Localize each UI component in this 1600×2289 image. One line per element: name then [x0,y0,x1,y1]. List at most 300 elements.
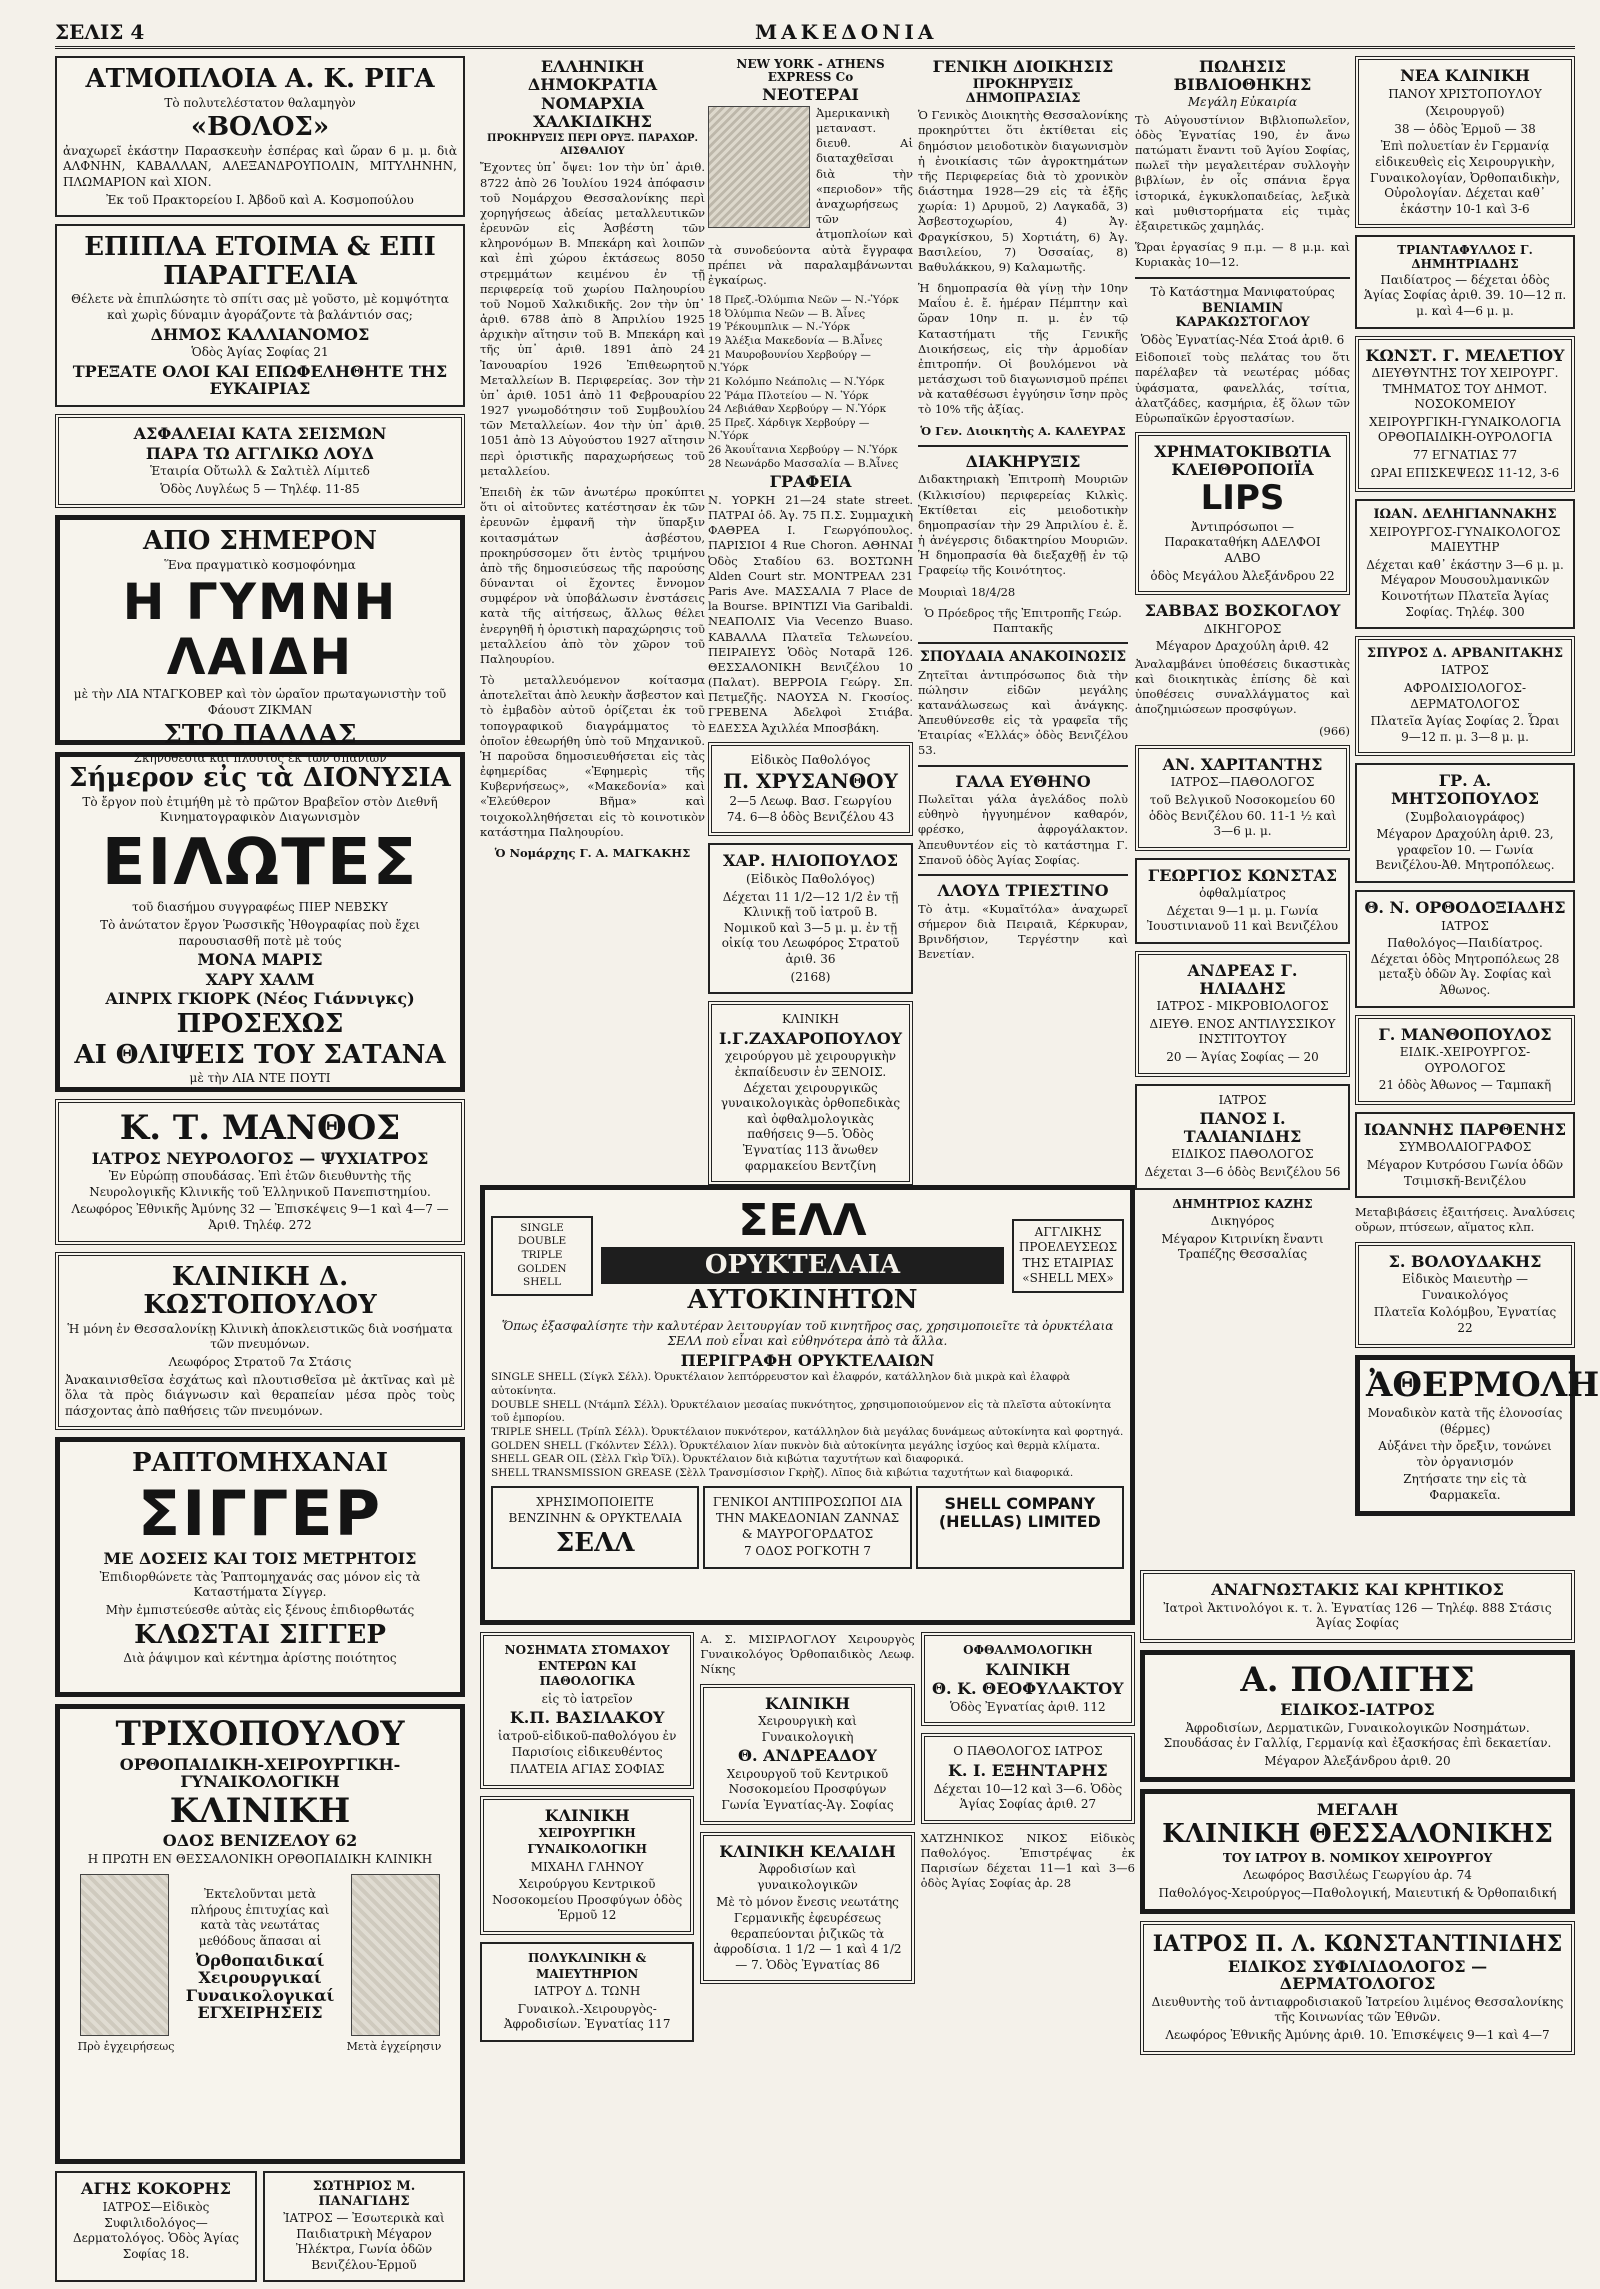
dionysia-star-3: ΑΙΝΡΙΧ ΓΚΙΟΡΚ (Νέος Γιάννιγκς) [105,989,415,1009]
mitsopoulos-role: (Συμβολαιογράφος) [1405,809,1525,824]
voskoglou-address: Μέγαρον Δραχούλη ἀριθ. 42 [1155,639,1330,654]
lips-ad [1135,432,1350,595]
anagnostakis-title: ΑΝΑΓΝΩΣΤΑΚΙΣ ΚΑΙ ΚΡΗΤΙΚΟΣ [1211,1580,1504,1599]
dimitriadis-ad [1355,235,1575,328]
meletiou-ad [1355,336,1575,493]
epipla-title: ΕΠΙΠΛΑ ΕΤΟΙΜΑ & ΕΠΙ ΠΑΡΑΓΓΕΛΙΑ [84,232,436,291]
nomikou-spec: Παθολόγος-Χειρούργος—Παθολογική, Μαιευτική & Ὀρθοπαιδική [1158,1885,1557,1900]
vasilakou-top: ΝΟΣΗΜΑΤΑ ΣΤΟΜΑΧΟΥ ΕΝΤΕΡΩΝ ΚΑΙ ΠΑΘΟΛΟΓΙΚΑ [504,1643,670,1689]
shell-item: SHELL GEAR OIL (Σὲλλ Γκὶρ Ὄϊλ). Ὀρυκτέλαιον διὰ κιβώτια ταχυτήτων καὶ διαφορικά. [491,1453,964,1466]
nomikou-title: ΚΛΙΝΙΚΗ ΘΕΣΣΑΛΟΝΙΚΗΣ [1162,1819,1553,1850]
dionysia-ad [55,752,465,1092]
schedule-row: 19 Ἀλέξια Μακεδονία — Β.Ἀἶνες [708,334,883,347]
shell-grades [491,1216,593,1296]
iliopoulos-title: ΧΑΡ. ΗΛΙΟΠΟΥΛΟΣ [722,851,899,871]
lips-rep: Ἀντιπρόσωποι — Παρακαταθήκη ΑΔΕΛΦΟΙ ΑΛΒΟ [1164,519,1321,565]
manthos-text: Ἐν Εὐρώπῃ σπουδάσας. Ἐπὶ ἑτῶν διευθυντὴς τῆς Νευρολογικῆς Κλινικῆς τοῦ Ἑλληνικοῦ Πανεπιστημίου. [89,1169,431,1199]
poligis-role: ΕΙΔΙΚΟΣ-ΙΑΤΡΟΣ [1280,1700,1435,1720]
voloudakis-ad [1355,1242,1575,1348]
iliadis-address: 20 — Ἁγίας Σοφίας — 20 [1166,1050,1319,1065]
nomarchia-sub: ΠΡΟΚΗΡΥΞΙΣ ΠΕΡΙ ΟΡΥΞ. ΠΑΡΑΧΩΡ. ΑΙΣΘΑΛΙΟΥ [487,133,698,158]
lower-right [1140,1570,1575,2062]
iliadis-title: ΑΝΔΡΕΑΣ Γ. ΗΛΙΑΔΗΣ [1187,961,1298,998]
iliopoulos-ad [708,843,913,994]
column-6 [1355,56,1600,1523]
pallas-cast: μὲ τὴν ΛΙΑ ΝΤΑΓΚΟΒΕΡ καὶ τὸν ὡραῖον πρωταγωνιστὴν τοῦ Φάουστ ΖΙΚΜΑΝ [73,687,447,718]
mitsopoulos-text: Μέγαρον Δραχούλη ἀριθ. 23, γραφεῖον 10. — Γωνία Βενιζέλου-Ἀθ. Μητροπόλεως. [1375,827,1555,873]
lips-address: ὁδὸς Μεγάλου Ἀλεξάνδρου 22 [1150,568,1335,583]
kokoris-ad [55,2171,257,2282]
epipla-call: ΤΡΕΞΑΤΕ ΟΛΟΙ ΚΑΙ ΕΠΩΦΕΛΗΘΗΤΕ ΤΗΣ ΕΥΚΑΙΡΙΑΣ [72,361,448,399]
kokoris-title: ΑΓΗΣ ΚΟΚΟΡΗΣ [81,2179,231,2199]
iliadis-sub: ΔΙΕΥΘ. ΕΝΟΣ ΑΝΤΙΛΥΣΣΙΚΟΥ ΙΝΣΤΙΤΟΥΤΟΥ [1149,1016,1336,1047]
meletiou-title: ΚΩΝΣΤ. Γ. ΜΕΛΕΤΙΟΥ [1365,345,1565,365]
figure-before [80,1874,169,2036]
andreadou-ad [700,1684,914,1825]
nea-role: (Χειρουργοῦ) [1425,104,1505,119]
lips-title: LIPS [1200,478,1285,519]
glinou-name: ΜΙΧΑΗΛ ΓΛΗΝΟΥ [530,1859,644,1874]
nomarchia-body2: Ἐπειδὴ ἐκ τῶν ἀνωτέρω προκύπτει ὅτι οἱ αἰτοῦντες κατέστησαν ἐκ τῶν ἐρευνῶν ἐμφανῆ τὴν ὕπαρξιν κοιτασμάτων ἀσβέστου, προκηρύσσομεν ὅτι ἐντὸς τριμήνου ἀπὸ τῆς δημοσιεύσεως τῆς παρούσης δύνανται οἱ ἔχοντες ἔννομον συμφέρον νὰ ὑποβάλωσιν ἐνστάσεις κατὰ τῆς αἰτήσεως, ἄλλως θέλει ἐνεργηθῆ ἡ ὁριστικὴ παραχώρησις τοῦ μεταλλείου ἀπὸ τὸν χῶρον τοῦ Παληουρίου. [480,484,705,666]
athermol-title: ἈΘΕΡΜΟΛΗ [1366,1364,1600,1405]
manthos-title: Κ. Τ. ΜΑΝΘΟΣ [119,1108,401,1149]
talianidis-top: ΙΑΤΡΟΣ [1218,1092,1267,1107]
column-1 [55,56,465,2289]
kostopoulos-text: Ἀνακαινισθεῖσα ἐσχάτως καὶ πλουτισθεῖσα μὲ ἀκτῖνας καὶ μὲ ὅλα τὰ πρὸς διάγνωσιν καὶ θεραπείαν μέσα πρὸς τοὺς πάσχοντας ἀπὸ παθήσεις τῶν πνευμόνων. [65,1372,455,1418]
schedule-row: 24 Λεβιάθαν Χερβούργ — Ν.Ὑόρκ [708,403,887,416]
shell-items [491,1371,1124,1480]
nomikou-ad [1140,1789,1575,1914]
trichopoulou-address: ΟΔΟΣ ΒΕΝΙΖΕΛΟΥ 62 [162,1831,358,1851]
shell-title: ΟΡΥΚΤΕΛΑΙΑ [601,1247,1004,1284]
parthenis-title: ΙΩΑΝΝΗΣ ΠΑΡΘΕΝΗΣ [1363,1119,1567,1139]
talianidis-ad [1135,1084,1350,1190]
iliopoulos-text: Δέχεται 11 1/2—12 1/2 ἐν τῇ Κλινικῇ τοῦ ἰατροῦ Β. Νομικοῦ καὶ 3—5 μ. μ. ἐν τῇ οἰκίᾳ του Λεωφόρος Στρατοῦ ἀριθ. 36 [721,889,900,967]
parthenis-text: Μέγαρον Κυτρόσου Γωνία ὁδῶν Τσιμισκῆ-Βενιζέλου [1366,1158,1564,1188]
nea-name: ΠΑΝΟΥ ΧΡΙΣΤΟΠΟΥΛΟΥ [1388,86,1542,101]
anagnostakis-ad [1140,1570,1575,1643]
konstas-role: ὀφθαλμίατρος [1199,886,1286,901]
gala-title: ΓΑΛΑ ΕΥΘΗΝΟ [955,771,1091,791]
diakiryxis-body: Διδακτηριακὴ Ἐπιτροπὴ Μουριῶν (Κιλκισίου) περιφερείας Κιλκὶς. Ἐκτίθεται εἰς μειοδοτικὴν δημοπρασίαν τὴν 29 Ἀπριλίου ἐ. ἔ. ἡ ἀνέγερσις διδακτηρίου Μουριῶν. Ἡ δημοπρασία θὰ διεξαχθῇ ἐν τῷ Γραφείῳ τῆς Κοινότητος. [918,472,1128,578]
singer-ad [55,1437,465,1697]
arvanitakis-role: ΙΑΤΡΟΣ [1441,663,1489,678]
arvanitakis-title: ΣΠΥΡΟΣ Δ. ΑΡΒΑΝΙΤΑΚΗΣ [1366,646,1564,662]
nomikou-name: ΤΟΥ ΙΑΤΡΟΥ Β. ΝΟΜΙΚΟΥ ΧΕΙΡΟΥΡΓΟΥ [1222,1850,1493,1865]
andreadou-role: Χειρουργικὴ καὶ Γυναικολογικὴ [758,1714,857,1744]
dionysia-next-title: ΑΙ ΘΛΙΨΕΙΣ ΤΟΥ ΣΑΤΑΝΑ [74,1039,446,1070]
andreadou-text: Χειρουργοῦ τοῦ Κεντρικοῦ Νοσοκομείου Προσφύγων Γωνία Ἐγνατίας-Ἁγ. Σοφίας [721,1766,894,1813]
nea-text: Ἐπὶ πολυετίαν ἐν Γερμανίᾳ εἰδικευθεὶς εἰς Χειρουργικὴν, Γυναικολογίαν, Ὀρθοπαιδικὴν, Οὐρολογίαν. Δέχεται καθ᾽ ἑκάστην 10-1 καὶ 3-6 [1370,139,1560,216]
pallas-ad [55,515,465,766]
vasilakou-sub: εἰς τὸ ἰατρεῖον [541,1691,633,1706]
chrysanthou-title: Π. ΧΡΥΣΑΝΘΟΥ [723,769,898,794]
insurance-ad [55,414,465,508]
iliopoulos-num: (2168) [790,969,831,984]
schedule-row: 18 Ὀλύμπια Νεῶν — Β. Ἀἶνες [708,307,866,320]
athermol-line3: Ζητήσατε την εἰς τὰ Φαρμακεῖα. [1403,1472,1527,1502]
karakostoglou-title: ΒΕΝΙΑΜΙΝ ΚΑΡΑΚΩΣΤΟΓΛΟΥ [1175,301,1310,331]
singer-title: ΣΙΓΓΕΡ [137,1476,383,1550]
shell-use: ΧΡΗΣΙΜΟΠΟΙΕΙΤΕ ΒΕΝΖΙΝΗΝ & ΟΡΥΚΤΕΛΑΙΑ [508,1495,682,1526]
konstantinidis-title: Π. Λ. ΚΩΝΣΤΑΝΤΙΝΙΔΗΣ [1255,1930,1563,1957]
arvanitakis-spec: ΑΦΡΟΔΙΣΙΟΛΟΓΟΣ-ΔΕΡΜΑΤΟΛΟΓΟΣ [1403,681,1527,711]
chatzinikos-text: ΧΑΤΖΗΝΙΚΟΣ ΝΙΚΟΣ Εἰδικὸς Παθολόγος. Ἐπιστρέψας ἐκ Παρισίων δέχεται 11—1 καὶ 3—6 ὁδὸς Ἁγίας Σοφίας ἀρ. 28 [920,1830,1135,1891]
exintaris-ad [921,1733,1135,1823]
glinou-text: Χειρούργου Κεντρικοῦ Νοσοκομείου Προσφύγων ὁδὸς Ἑρμοῦ 12 [492,1877,683,1923]
toni-text: Γυναικολ.-Χειρουργὸς-Ἀφροδισίων. Ἐγνατίας 117 [503,2001,671,2032]
figure-after [351,1874,440,2036]
parthenis-ad [1355,1112,1575,1198]
arvanitakis-ad [1355,636,1575,756]
zacharopoulou-ad [708,1001,913,1185]
pallas-from: ΑΠΟ ΣΗΜΕΡΟΝ [143,526,377,557]
chrysanthou-ad [708,742,913,837]
exintaris-title: Κ. Ι. ΕΞΗΝΤΑΡΗΣ [947,1760,1108,1780]
dioikisis-body: Ὁ Γενικὸς Διοικητὴς Θεσσαλονίκης προκηρύττει ὅτι ἐκτίθεται εἰς δημόσιον μειοδοτικὸν διαγωνισμὸν ἡ ἐνοικίασις τῶν ἀγροκτημάτων τῆς Περιφερείας διὰ τὸ χρονικὸν διάστημα 1928—29 εἰς τὰ ἑξῆς χωρία: 1) Δρυμοῦ, 2) Λαγκαδᾶ, 3) Ἀσβεστοχωρίου, 4) Ἀγ. Φραγκίσκου, 5) Χορτιάτη, 6) Ἀγ. Βασιλείου, 7) Ὀσσαίας, 8) Βαθυλάκκου, 9) Καλαμωτῆς. [918,108,1128,274]
iliadis-role: ΙΑΤΡΟΣ - ΜΙΚΡΟΒΙΟΛΟΓΟΣ [1156,999,1329,1014]
column-2 [480,56,705,867]
charitantis-text: τοῦ Βελγικοῦ Νοσοκομείου 60 ὁδὸς Βενιζέλου 60. 11-1 ½ καὶ 3—6 μ. μ. [1148,792,1337,839]
mission-text: Α. Σ. ΜΙΣΙΡΛΟΓΛΟΥ Χειρουργὸς Γυναικολόγος Ὀρθοπαιδικὸς Λεωφ. Νίκης [700,1632,915,1677]
pallas-venue: ΣΤΟ ΠΑΛΛΑΣ [163,719,357,750]
spoudaia-title: ΣΠΟΥΔΑΙΑ ΑΝΑΚΟΙΝΩΣΙΣ [919,649,1127,666]
vasilakou-title: Κ.Π. ΒΑΣΙΛΑΚΟΥ [509,1708,665,1728]
zacharopoulou-text: χειρούργου μὲ χειρουργικὴν ἐκπαίδευσιν ἐν ΞΕΝΟΙΣ. Δέχεται χειρουργικῶς γυναικολογικὰς ὀρθοπεδικὰς καὶ ὀφθαλμολογικὰς παθήσεις 9—5. Ὁδὸς Ἐγνατίας 113 ἄνωθεν φαρμακείου Βεντζίνη [720,1049,901,1173]
kazis-role: Δικηγόρος [1210,1214,1275,1229]
divider [918,445,1128,447]
exintaris-top: Ο ΠΑΘΟΛΟΓΟΣ ΙΑΤΡΟΣ [953,1744,1103,1759]
lips-top: ΧΡΗΜΑΤΟΚΙΒΩΤΙΑ ΚΛΕΙΘΡΟΠΟΙΪΑ [1154,442,1331,479]
nea-ad [1355,56,1575,228]
kokoris-text: ΙΑΤΡΟΣ—Εἰδικὸς Συφιλιδολόγος—Δερματολόγος. Ὁδὸς Ἁγίας Σοφίας 18. [73,2199,239,2261]
dioikisis-sign: Ὁ Γεν. Διοικητὴς Α. ΚΑΛΕΥΡΑΣ [920,423,1126,438]
epipla-text: Θέλετε νὰ ἐπιπλώσητε τὸ σπίτι σας μὲ γοῦστο, μὲ κομψότητα καὶ χωρὶς δύναμιν ἀγοράζοντε τὰ βαλάντιόν σας; [71,292,449,322]
deligiannakis-ad [1355,499,1575,629]
orfanidis-text: Παθολόγος—Παιδίατρος. Δέχεται ὁδὸς Μητροπόλεως 28 μεταξὺ ὁδῶν Ἁγ. Σοφίας καὶ Ἀθωνος. [1370,936,1560,997]
lloyd-body: Τὸ ἀτμ. «Κυμαῖτόλα» ἀναχωρεῖ σήμερον διὰ Πειραιᾶ, Κέρκυραν, Βρινδήσιον, Τεργέστην καὶ Βενετίαν. [918,901,1128,962]
konstantinidis-role: ΕΙΔΙΚΟΣ ΣΥΦΙΛΙΔΟΛΟΓΟΣ — ΔΕΡΜΑΤΟΛΟΓΟΣ [1227,1956,1488,1994]
caption-after: Μετὰ ἐγχείρησιν [346,2039,442,2053]
anagnostakis-text: Ἰατροὶ Ἀκτινολόγοι κ. τ. λ. Ἐγνατίας 126 — Τηλέφ. 888 Στάσις Ἁγίας Σοφίας [1163,1600,1552,1631]
trichopoulou-clinic: ΚΛΙΝΙΚΗ [169,1790,351,1831]
glinou-ad [480,1796,694,1935]
manthopoulos-title: Γ. ΜΑΝΘΟΠΟΥΛΟΣ [1378,1024,1552,1044]
ny-title: NEW YORK - ATHENS EXPRESS Co [736,57,885,85]
konstantinidis-text: Διευθυντὴς τοῦ ἀντιαφροδισιακοῦ Ἰατρείου λιμένος Θεσσαλονίκης τῆς Κοινωνίας τῶν Ἐθνῶν. [1151,1994,1564,2025]
chrysanthou-text: 2—5 Λεωφ. Βασ. Γεωργίου 74. 6—8 ὁδὸς Βενιζέλου 43 [726,794,895,824]
vasilakou-ad [480,1632,694,1789]
konstantinidis-pre: ΙΑΤΡΟΣ [1152,1930,1248,1957]
deligiannakis-role: ΧΕΙΡΟΥΡΓΟΣ-ΓΥΝΑΙΚΟΛΟΓΟΣ ΜΑΙΕΥΤΗΡ [1369,524,1561,555]
voskoglou-title: ΣΑΒΒΑΣ ΒΟΣΚΟΓΛΟΥ [1144,601,1341,621]
theofylaktou-clinic: ΚΛΙΝΙΚΗ [985,1659,1071,1679]
caption-before: Πρὸ ἐγχειρήσεως [77,2039,175,2053]
voloudakis-role: Εἰδικὸς Μαιευτὴρ — Γυναικολόγος [1402,1272,1528,1302]
toni-name: ΙΑΤΡΟΥ Δ. ΤΩΝΗ [534,1984,641,1999]
charitantis-ad [1135,745,1350,851]
trichopoulou-text: Ἐκτελοῦνται μετὰ πλήρους ἐπιτυχίας καὶ κατὰ τὰς νεωτάτας μεθόδους ἅπασαι αἱ [190,1887,330,1948]
shell-sub: ΑΥΤΟΚΙΝΗΤΩΝ [687,1284,918,1315]
insurance-address: Ὁδὸς Λυγλέως 5 — Τηλέφ. 11-85 [160,481,360,496]
pallas-sub: Ἕνα πραγματικὸ κοσμοφόνημα [164,557,356,572]
grade-golden: GOLDEN [517,1262,567,1275]
singer-sub: ΜΕ ΔΟΣΕΙΣ ΚΑΙ ΤΟΙΣ ΜΕΤΡΗΤΟΙΣ [103,1549,417,1569]
library-title: ΠΩΛΗΣΙΣ ΒΙΒΛΙΟΘΗΚΗΣ [1173,57,1312,94]
shell-origin: ΑΓΓΛΙΚΗΣ ΠΡΟΕΛΕΥΣΕΩΣ ΤΗΣ ΕΤΑΙΡΙΑΣ «SHELL MEX» [1012,1219,1124,1293]
manthos-role: ΙΑΤΡΟΣ ΝΕΥΡΟΛΟΓΟΣ — ΨΥΧΙΑΤΡΟΣ [91,1148,429,1168]
nea-title: ΝΕΑ ΚΛΙΝΙΚΗ [1400,66,1530,85]
konstas-ad [1135,858,1350,944]
dionysia-today: Σήμερον εἰς τὰ ΔΙΟΝΥΣΙΑ [69,763,451,794]
shell-item: SINGLE SHELL (Σίγκλ Σέλλ). Ὀρυκτέλαιον λεπτόρρευστον καὶ ἐλαφρόν, κατάλληλον διὰ μικρὰ καὶ ἐλαφρὰ αὐτοκίνητα. [491,1371,1071,1397]
poligis-ad [1140,1650,1575,1782]
voskoglou-num: (966) [1319,723,1350,738]
theofylaktou-top: ΟΦΘΑΛΜΟΛΟΓΙΚΗ [963,1643,1093,1657]
arvanitakis-text: Πλατεῖα Ἁγίας Σοφίας 2. Ὧραι 9—12 π. μ. 3—8 μ. μ. [1370,714,1560,744]
kelada-title: ΚΛΙΝΙΚΗ ΚΕΛΑΙΔΗ [719,1841,896,1861]
karakostoglou-address: Ὁδὸς Ἐγνατίας-Νέα Στοά ἀριθ. 6 [1140,332,1345,347]
schedule-row: 18 Πρεζ.-Ὀλύμπια Νεῶν — Ν.-Ὑόρκ [708,294,899,307]
library-sub: Μεγάλη Εὐκαιρία [1187,95,1298,110]
manthopoulos-role: ΕΙΔΙΚ.-ΧΕΙΡΟΥΡΓΟΣ-ΟΥΡΟΛΟΓΟΣ [1399,1045,1531,1075]
singer-threads: ΚΛΩΣΤΑΙ ΣΙΓΓΕΡ [134,1619,386,1650]
poligis-address: Μέγαρον Ἀλεξάνδρου ἀριθ. 20 [1264,1753,1451,1768]
shell-agents: ΓΕΝΙΚΟΙ ΑΝΤΙΠΡΟΣΩΠΟΙ ΔΙΑ ΤΗΝ ΜΑΚΕΔΟΝΙΑΝ ΖΑΝΝΑΣ & ΜΑΥΡΟΓΟΡΔΑΤΟΣ [712,1495,903,1541]
andreadou-title: Θ. ΑΝΔΡΕΑΔΟΥ [738,1746,877,1766]
dionysia-next: ΠΡΟΣΕΧΩΣ [176,1009,344,1040]
voloudakis-title: Σ. ΒΟΛΟΥΔΑΚΗΣ [1388,1251,1542,1271]
gala-body: Πωλεῖται γάλα ἀγελάδος πολὺ εὐθηνὸ ἠγγυημένον καθαρόν, φρέσκο, ἀφρογάλακτον. Ἀπευθυντέον εἰς τὸ κατάστημα Γ. Σπανοῦ ὁδὸς Ἁγίας Σοφίας. [918,792,1128,867]
riga-ad [55,56,465,217]
dionysia-next-cast: μὲ τὴν ΛΙΑ ΝΤΕ ΠΟΥΤΙ [189,1071,331,1086]
kostopoulos-address: Λεωφόρος Στρατοῦ 7α Στάσις [168,1355,352,1370]
charitantis-role: ΙΑΤΡΟΣ—ΠΑΘΟΛΟΓΟΣ [1170,775,1315,790]
orfanidis-title: Θ. Ν. ΟΡΘΟΔΟΞΙΑΔΗΣ [1364,897,1566,917]
schedule-row: 28 Νεωνάρδο Μασσαλία — Β.Ἀἶνες [708,457,899,470]
dioikisis-title: ΓΕΝΙΚΗ ΔΙΟΙΚΗΣΙΣ [932,57,1114,76]
meletiou-address: 77 ΕΓΝΑΤΙΑΣ 77 [1412,448,1518,463]
ny-office: ΓΡΑΦΕΙΑ [769,472,852,492]
meletiou-hours: ΩΡΑΙ ΕΠΙΣΚΕΨΕΩΣ 11-12, 3-6 [1370,465,1560,480]
masthead [55,20,1575,49]
nea-address: 38 — ὁδὸς Ἑρμοῦ — 38 [1394,121,1536,136]
ny-text: Ἀμερικανικὴ μεταναστ. διευθ. Αἱ διαταχθεῖσαι διὰ τὴν «περιοδον» τῆς ἀναχωρήσεως τῶν ἀτμοπλοίων καὶ τὰ συνοδεύοντα αὐτὰ ἔγγραφα πρέπει νὰ παραλαμβάνωνται ἐγκαίρως. [708,105,913,287]
exintaris-text: Δέχεται 10—12 καὶ 3—6. Ὁδὸς Ἁγίας Σοφίας ἀριθ. 27 [933,1781,1123,1812]
zacharopoulou-title: Ι.Γ.ΖΑΧΑΡΟΠΟΥΛΟΥ [718,1028,903,1048]
vasilakou-address: ΠΛΑΤΕΙΑ ΑΓΙΑΣ ΣΟΦΙΑΣ [509,1762,665,1777]
iliadis-ad [1135,951,1350,1077]
singer-threads-desc: Διὰ ῥάψιμον καὶ κέντημα ἀρίστης ποιότητος [123,1651,397,1666]
orfanidis-ad [1355,890,1575,1008]
manthopoulos-address: 21 ὁδὸς Ἀθωνος — Ταμπακῆ [1378,1078,1552,1093]
shell-use2: ΣΕΛΛ [555,1527,635,1558]
panagidis-ad [263,2171,465,2282]
shell-tagline: Ὅπως ἐξασφαλίσητε τὴν καλυτέραν λειτουργίαν τοῦ κινητῆρος σας, χρησιμοποιεῖτε τὰ ὀρυκτέλαια ΣΕΛΛ ποὺ εἶναι καὶ εὐθηνότερα ἀπὸ τὰ ἄλλα. [501,1318,1114,1349]
talianidis-text: Δέχεται 3—6 ὁδὸς Βενιζέλου 56 [1144,1165,1341,1180]
konstantinidis-address: Λεωφόρος Ἐθνικῆς Ἀμύνης ἀριθ. 10. Ἐπισκέψεις 9—1 καὶ 4—7 [1165,2028,1550,2043]
deligiannakis-text: Δέχεται καθ᾽ ἑκάστην 3—6 μ. μ. Μέγαρον Μουσουλμανικῶν Κοινοτήτων Πλατεῖα Ἁγίας Σοφίας. Τηλέφ. 300 [1366,557,1564,619]
shell-item: GOLDEN SHELL (Γκόλντεν Σέλλ). Ὀρυκτέλαιον λίαν πυκνὸν διὰ αὐτοκίνητα μεγάλης ἰσχύος καὶ θερμὰ κλίματα. [491,1439,1101,1452]
divider [918,765,1128,767]
theofylaktou-text: Ὁδὸς Ἐγνατίας ἀριθ. 112 [949,1699,1106,1714]
toni-ad [480,1942,694,2042]
nomarchia-sign: Ὁ Νομάρχης Γ. Α. ΜΑΓΚΑΚΗΣ [494,845,691,860]
kelada-role: Ἀφροδισίων καὶ γυναικολογικῶν [757,1862,858,1892]
riga-intro: Τὸ πολυτελέστατον θαλαμηγὸν [164,95,356,110]
ny-branches: Ν. ΥΟΡΚΗ 21—24 state street. ΠΑΤΡΑΙ ὁδ. Ἁγ. 75 Π.Σ. Συμμαχικὴ ΦΑΘΡΕΑ Ι. Γεωργόπουλος. ΠΑΡΙΣΙΟΙ 4 Rue Choron. ΑΘΗΝΑΙ Ὀδὸς Σταδίου 63. ΒΟΣΤΩΝΗ Alden Court str. ΜΟΝΤΡΕΑΛ 231 Paris Ave. ΜΑΣΣΑΛΙΑ 7 Place de la Bourse. ΒΡΙΝΤΙΖΙ Via Garibaldi. ΝΕΑΠΟΛΙΣ Via Vecenzo Buaso. ΚΑΒΑΛΛΑ Πλατεῖα Τελωνείου. ΠΕΙΡΑΙΕΥΣ Ὁδὸς Νοταρᾶ 126. ΘΕΣΣΑΛΟΝΙΚΗ Βενιζέλου 10 (Παλατ). ΒΕΡΡΟΙΑ Γεώργ. Σπ. Πετμεζῆς. ΝΑΟΥΣΑ Ν. Γκοσίος. ΓΡΕΒΕΝΑ Ἀδελφοὶ Στιάβα. ΕΔΕΣΣΑ Ἀχιλλέα Μποσβάκη. [708,492,913,735]
shell-brand: ΣΕΛΛ [738,1195,867,1246]
poligis-title: Α. ΠΟΛΙΓΗΣ [1240,1659,1475,1700]
singer-top: ΡΑΠΤΟΜΗΧΑΝΑΙ [131,1448,389,1479]
shell-item: SHELL TRANSMISSION GREASE (Σὲλλ Τρανσμίσσιον Γκρὴζ). Λῖπος διὰ κιβώτια ταχυτήτων καὶ διαφορικά. [491,1466,1074,1479]
voskoglou-role: ΔΙΚΗΓΟΡΟΣ [1203,621,1282,636]
athermol-line2: Αὐξάνει τὴν ὄρεξιν, τονώνει τὸν ὀργανισμόν [1378,1439,1552,1469]
dionysia-desc: Τὸ ἀνώτατον ἔργον Ῥωσσικῆς Ἠθογραφίας ποὺ ἔχει παρουσιασθῆ ποτὲ μὲ τούς [100,918,420,948]
ny-schedule [708,294,913,471]
schedule-row: 25 Πρεζ. Χάρδιγκ Χερβούργ — Ν.Ὑόρκ [708,416,870,443]
shell-ad [480,1185,1135,1625]
insurance-company: Ἑταιρία Οὔτωλλ & Σαλτιὲλ Λίμιτεδ [150,464,370,479]
paper-name: ΜΑΚΕΔΟΝΙΑ [755,20,938,44]
grade-shell: SHELL [523,1276,561,1289]
nomarchia-body: Ἔχοντες ὑπ᾽ ὄψει: 1ον τὴν ὑπ᾽ ἀριθ. 8722 ἀπὸ 26 Ἰουλίου 1924 ἀπόφασιν τοῦ Νομάρχου Θεσσαλονίκης περὶ χορηγήσεως ἀδείας μεταλλευτικῶν ἐρευνῶν εἰς Ἀσβέστη τῶν κληρονόμων Β. Μπεκάρη καὶ λοιπῶν καὶ ἐπὶ χώρου ἐκτάσεως 8050 στρεμμάτων κειμένου ἐν τῇ περιφερείᾳ τοῦ χωρίου Παληουρίου τοῦ Νομοῦ Χαλκιδικῆς. 2ον τὴν ὑπ᾽ ἀριθ. 6788 ἀπὸ 8 Ἀπριλίου 1925 ἀρχικὴν αἴτησιν τοῦ Β. Μπεκάρη καὶ τῆς ὑπ᾽ ἀριθ. 1891 ἀπὸ 24 Ἰανουαρίου 1926 Ἐπιθεωρητοῦ Μεταλλείων Β. Περιφερείας. 3ον τὴν ὑπ᾽ ἀριθ. 1051 ἀπὸ 11 Φεβρουαρίου 1927 γνωμοδότησιν τοῦ Συμβουλίου τῶν Μεταλλείων. 4ον τὴν ὑπ᾽ ἀριθ. 1051 ἀπὸ 13 Αὐγούστου 1927 αἴτησιν περὶ ὁριστικῆς παραχωρήσεως τοῦ μεταλλείου. [480,160,705,478]
athermol-line1: Μοναδικὸν κατὰ τῆς ἑλονοσίας (θέρμες) [1367,1405,1563,1436]
page-number: ΣΕΛΙΣ 4 [55,20,145,44]
charitantis-title: ΑΝ. ΧΑΡΙΤΑΝΤΗΣ [1162,754,1323,774]
trichopoulou-first: Η ΠΡΩΤΗ ΕΝ ΘΕΣΣΑΛΟΝΙΚΗ ΟΡΘΟΠΑΙΔΙΚΗ ΚΛΙΝΙΚΗ [87,1851,433,1866]
nomikou-top: ΜΕΓΑΛΗ [1316,1799,1399,1819]
riga-title: ΑΤΜΟΠΛΟΙΑ Α. Κ. ΡΙΓΑ [85,64,435,94]
glinou-title: ΧΕΙΡΟΥΡΓΙΚΗ ΓΥΝΑΙΚΟΛΟΓΙΚΗ [527,1826,647,1856]
kostopoulos-title: ΚΛΙΝΙΚΗ Δ. ΚΩΣΤΟΠΟΥΛΟΥ [143,1261,377,1321]
singer-text1: Ἐπιδιορθώνετε τὰς Ῥαπτομηχανάς σας μόνον εἰς τὰ Καταστήματα Σίγγερ. [99,1569,421,1600]
diakiryxis-title: ΔΙΑΚΗΡΥΞΙΣ [965,451,1081,471]
shell-heading: ΠΕΡΙΓΡΑΦΗ ΟΡΥΚΤΕΛΑΙΩΝ [680,1350,935,1370]
epipla-address: Ὁδὸς Ἁγίας Σοφίας 21 [191,345,329,360]
schedule-row: 22 Ῥάμα Πλοτείου — Ν. Ὑόρκ [708,389,869,402]
riga-agent: Ἐκ τοῦ Πρακτορείου Ι. Ἀβδοῦ καὶ Α. Κοσμοπούλου [106,192,414,207]
konstas-text: Δέχεται 9—1 μ. μ. Γωνία Ἰουστινιανοῦ 11 καὶ Βενιζέλου [1146,903,1339,934]
zacharopoulou-top: ΚΛΙΝΙΚΗ [781,1012,840,1027]
divider [1135,277,1350,279]
kazis-title: ΔΗΜΗΤΡΙΟΣ ΚΑΖΗΣ [1172,1196,1313,1211]
deligiannakis-title: ΙΩΑΝ. ΔΕΛΗΓΙΑΝΝΑΚΗΣ [1373,507,1557,523]
dioikisis-body2: Ἡ δημοπρασία θὰ γίνῃ τὴν 10ην Μαΐου ἐ. ἔ. ἡμέραν Πέμπτην καὶ ὥραν 10ην π. μ. ἐν τῷ Καταστήματι τῆς Γενικῆς Διοικήσεως, εἰς τὴν ἁρμοδίαν ἐπιτροπήν. Οἱ βουλόμενοι νὰ μετάσχωσι τοῦ διαγωνισμοῦ πρέπει νὰ καταθέσωσι ἐγγύησιν ἴσην πρὸς τὸ 10% τῆς ἀξίας. [918,281,1128,417]
mitsopoulos-title: ΓΡ. Α. ΜΗΤΣΟΠΟΥΛΟΣ [1390,771,1540,808]
konstas-title: ΓΕΩΡΓΙΟΣ ΚΩΝΣΤΑΣ [1147,865,1338,885]
column-5 [1135,56,1350,1265]
diakiryxis-date: Μουριαὶ 18/4/28 [918,584,1016,599]
riga-ship: «ΒΟΛΟΣ» [190,112,330,143]
dimitriadis-title: ΤΡΙΑΝΤΑΦΥΛΛΟΣ Γ. ΔΗΜΗΤΡΙΑΔΗΣ [1397,243,1533,271]
pallas-tag: Σκηνοθεσία καὶ πλοῦτος ἐκ τῶν σπανίων [133,751,387,766]
grade-triple: TRIPLE [521,1248,563,1261]
shell-item: TRIPLE SHELL (Τρίπλ Σέλλ). Ὀρυκτέλαιον πυκνότερον, κατάλληλον διὰ μεγάλας δυνάμεως αὐτοκίνητα καὶ φορτηγά. [491,1425,1124,1438]
dionysia-star-1: ΜΟΝΑ ΜΑΡΙΣ [197,950,323,970]
dimitriadis-text: Παιδίατρος — δέχεται ὁδὸς Ἁγίας Σοφίας ἀριθ. 39. 10—12 π. μ. καὶ 4—6 μ. μ. [1363,272,1567,318]
nomarchia-body3: Τὸ μεταλλευόμενον κοίτασμα ἀποτελεῖται ἀπὸ λευκὴν ἄσβεστον καὶ τὸ ἐμβαδὸν αὐτοῦ ὁρίζεται ἐκ τοῦ τοπογραφικοῦ διαγράμματος τὸ ὁποῖον ἐθεωρήθη ὑπὸ τοῦ Μηχανικοῦ. Ἡ παροῦσα δημοσιευθήσεται εἰς τὰς ἐφημερίδας «Ἐφημερὶς τῆς Κυβερνήσεως», «Μακεδονία» καὶ «Ἐλεύθερον Βῆμα» καὶ τοιχοκολληθήσεται εἰς τὸ κοινοτικὸν κατάστημα Παληουρίου. [480,673,705,839]
parthenis-role: ΣΥΜΒΟΛΑΙΟΓΡΑΦΟΣ [1398,1140,1532,1155]
divider [918,874,1128,876]
talianidis-title: ΠΑΝΟΣ Ι. ΤΑΛΙΑΝΙΔΗΣ [1183,1109,1302,1146]
karakostoglou-top: Τὸ Κατάστημα Μανιφατούρας [1150,284,1335,299]
talianidis-role: ΕΙΔΙΚΟΣ ΠΑΘΟΛΟΓΟΣ [1171,1147,1314,1162]
insurance-title2: ΠΑΡΑ ΤΩ ΑΓΓΛΙΚΩ ΛΟΥΔ [145,443,375,463]
grade-single: SINGLE [520,1221,564,1234]
riga-text: ἀναχωρεῖ ἑκάστην Παρασκευὴν ἑσπέρας καὶ ὥραν 6 μ. μ. διὰ ΑΛΦΝΗΝ, ΚΑΒΑΛΛΑΝ, ΑΛΕΞΑΝΔΡΟΥΠΟΛΙΝ, ΜΙΤΥΛΗΝΗΝ, ΠΛΩΜΑΡΙΟΝ καὶ ΧΙΟΝ. [63,143,457,189]
athermol-ad [1355,1355,1600,1516]
konstantinidis-ad [1140,1921,1575,2055]
column-3 [708,56,913,1192]
kostopoulos-ad [55,1252,465,1431]
manthos-address: Λεωφόρος Ἐθνικῆς Ἀμύνης 32 — Ἐπισκέψεις 9—1 καὶ 4—7 — Ἀριθ. Τηλέφ. 272 [71,1202,449,1233]
voloudakis-text: Πλατεῖα Κολόμβου, Ἐγνατίας 22 [1373,1305,1557,1335]
kazis-text: Μέγαρον Κιτρινίκη ἔναντι Τραπέζης Θεσσαλίας [1161,1231,1324,1262]
manthos-ad [55,1099,465,1244]
nomarchia-title: ΝΟΜΑΡΧΙΑ ΧΑΛΚΙΔΙΚΗΣ [533,94,652,131]
trichopoulou-ad [55,1704,465,2164]
library-body: Τὸ Αὐγουστίνιον Βιβλιοπωλεῖον, ὁδὸς Ἐγνατίας 190, ἐν ἄνω πατώματι ἔναντι τοῦ Ἁγίου Σοφίας, πωλεῖ τὴν μεγαλειτέραν συλλογὴν βιβλίων, ἐν οἷς σπάνια ἔργα ἱστορικά, ἐγκυκλοπαιδείας, λεξικὰ καὶ μυθιστορήματα εἰς τιμὰς ἐξαιρετικῶς χαμηλάς. [1135,112,1350,233]
glinou-top: ΚΛΙΝΙΚΗ [544,1805,630,1825]
dioikisis-sub: ΠΡΟΚΗΡΥΞΙΣ ΔΗΜΟΠΡΑΣΙΑΣ [965,76,1081,106]
mitsopoulos-ad [1355,763,1575,883]
ny-sub: ΝΕΟΤΕΡΑΙ [762,85,859,105]
divider [918,642,1128,644]
trichopoulou-title: ΤΡΙΧΟΠΟΥΛΟΥ [115,1714,405,1755]
andreadou-top: ΚΛΙΝΙΚΗ [765,1693,850,1713]
manthopoulos-ad [1355,1015,1575,1105]
dionysia-author: τοῦ διασήμου συγγραφέως ΠΙΕΡ ΝΕΒΣΚΥ [132,900,388,915]
chrysanthou-role: Εἰδικὸς Παθολόγος [750,752,871,767]
library-hours: Ὥραι ἐργασίας 9 π.μ. — 8 μ.μ. καὶ Κυριακὰς 10—12. [1135,240,1350,270]
meletiou-spec: ΧΕΙΡΟΥΡΓΙΚΗ-ΓΥΝΑΙΚΟΛΟΓΙΑ ΟΡΘΟΠΑΙΔΙΚΗ-ΟΥΡΟΛΟΓΙΑ [1369,414,1561,445]
singer-text2: Μὴν ἐμπιστεύεσθε αὐτὰς εἰς ξένους ἐπιδιορθωτάς [105,1602,415,1617]
kostopoulos-sub: Ἡ μόνη ἐν Θεσσαλονίκῃ Κλινικὴ ἀποκλειστικῶς διὰ νοσήματα τῶν πνευμόνων. [67,1321,453,1352]
shell-section [480,1185,1135,2049]
insurance-title1: ΑΣΦΑΛΕΙΑΙ ΚΑΤΑ ΣΕΙΣΜΩΝ [133,423,387,443]
trichopoulou-spec: ΟΡΘΟΠΑΙΔΙΚΗ-ΧΕΙΡΟΥΡΓΙΚΗ-ΓΥΝΑΙΚΟΛΟΓΙΚΗ [119,1754,401,1792]
vasilakou-text: ἰατροῦ-εἰδικοῦ-παθολόγου ἐν Παρισίοις εἰδικευθέντος [497,1728,677,1759]
schedule-row: 19 Ῥέκουμπλικ — Ν.-Ὑόρκ [708,321,851,334]
poligis-text: Ἀφροδισίων, Δερματικῶν, Γυναικολογικῶν Νοσημάτων. Σπουδάσας ἐν Γαλλίᾳ, Γερμανίᾳ καὶ ἐξασκήσας ἐπὶ δεκαετίαν. [1163,1720,1552,1751]
shell-company: SHELL COMPANY (HELLAS) LIMITED [938,1494,1101,1532]
schedule-row: 26 Ἀκουΐτανια Χερβούργ — Ν.Ὑόρκ [708,444,898,457]
misc-text: Μεταβιβάσεις ἐξαιτήσεις. Ἀναλύσεις οὔρων, πτύσεων, αἵματος κλπ. [1355,1205,1575,1235]
schedule-row: 21 Κολόμπο Νεάπολις — Ν.Ὑόρκ [708,375,885,388]
panagidis-title: ΣΩΤΗΡΙΟΣ Μ. ΠΑΝΑΓΙΔΗΣ [312,2179,416,2209]
schedule-row: 21 Μαυροβουνίου Χερβούργ — Ν.Ὑόρκ [708,348,871,375]
voskoglou-body: Ἀναλαμβάνει ὑποθέσεις δικαστικὰς καὶ διοικητικὰς ἐπίσης δὲ καὶ ὑποθέσεις συναλλάγματος καὶ ἀποζημιώσεων προσφύγων. [1135,656,1350,717]
kelada-text: Μὲ τὸ μόνον ἔνεσις νεωτάτης Γερμανικῆς ἐφευρέσεως θεραπεύονται ῥιζικῶς τὰ ἀφροδίσια. 1 1/2 — 1 καὶ 4 1/2 — 7. Ὁδὸς Ἐγνατίας 86 [713,1895,902,1972]
nomarchia-top: ΕΛΛΗΝΙΚΗ ΔΗΜΟΚΡΑΤΙΑ [527,57,658,94]
karakostoglou-body: Εἰδοποιεῖ τοὺς πελάτας του ὅτι παρέλαβεν τὰ νεωτέρας μόδας ὑφάσματα, φανελλάς, τσίτια, ἀλατζάδες, κασμήρια, ἐξ ὅλων τῶν Εὐρωπαϊκῶν ἐργοστασίων. [1135,350,1350,425]
spoudaia-body: Ζητεῖται ἀντιπρόσωπος διὰ τὴν πώλησιν εἰδῶν μεγάλης κατανάλωσεως καὶ ἀνάγκης. Ἀπευθύνεσθε εἰς τὰ γραφεῖα τῆς Ἑταιρίας «Ἑλλάς» ὁδὸς Βενιζέλου 53. [918,667,1128,758]
shell-agents-address: 7 ΟΔΟΣ ΡΟΓΚΟΤΗ 7 [743,1544,872,1559]
iliopoulos-role: (Εἰδικὸς Παθολόγος) [746,872,875,887]
epipla-ad [55,224,465,407]
lloyd-title: ΛΛΟΥΔ ΤΡΙΕΣΤΙΝΟ [937,880,1109,900]
dionysia-title: ΕΙΛΩΤΕΣ [101,826,419,901]
epipla-shop: ΔΗΜΟΣ ΚΑΛΛΙΑΝΟΜΟΣ [150,324,370,344]
shell-item: DOUBLE SHELL (Ντάμπλ Σέλλ). Ὀρυκτέλαιον μεσαίας πυκνότητος, χρησιμοποιούμενον εἰς τὰ πλεῖστα αὐτοκίνητα τοῦ ἐμπορίου. [491,1398,1112,1425]
theofylaktou-ad [921,1632,1135,1726]
dionysia-star-2: ΧΑΡΥ ΧΑΛΜ [205,969,315,989]
theofylaktou-title: Θ. Κ. ΘΕΟΦΥΛΑΚΤΟΥ [932,1679,1124,1699]
ship-illustration [708,106,810,228]
diakiryxis-sign: Ὁ Πρόεδρος τῆς Ἐπιτροπῆς Γεώρ. Παπτακῆς [924,605,1122,635]
trichopoulou-ops: Ὀρθοπαιδικαί Χειρουργικαί Γυναικολογικαί ΕΓΧΕΙΡΗΣΕΙΣ [185,1950,335,2023]
